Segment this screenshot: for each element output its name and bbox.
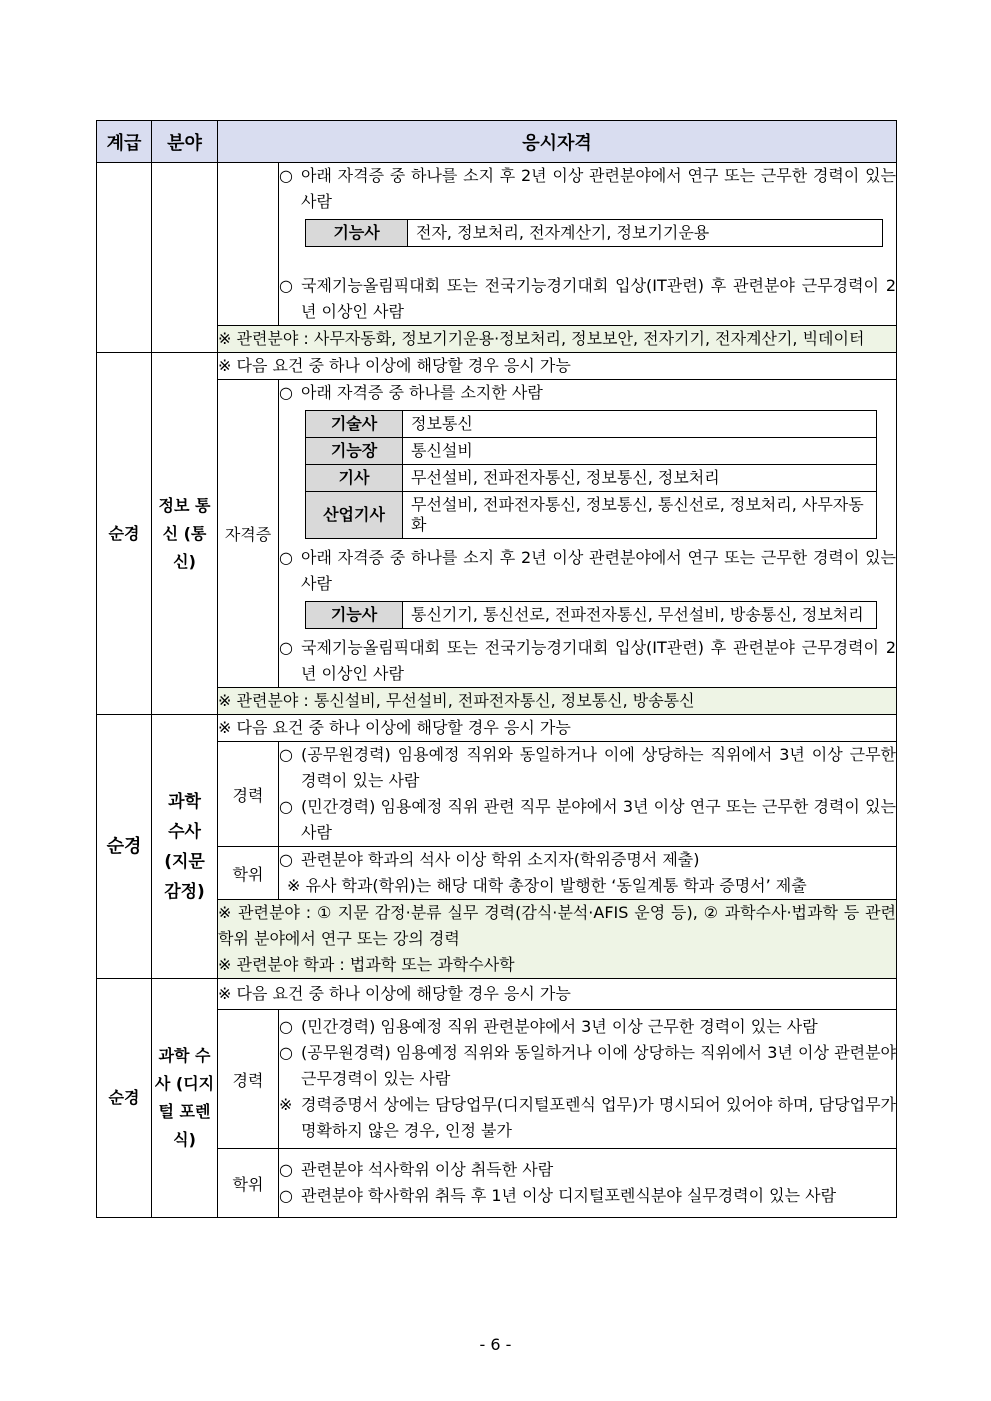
sec4-header-row: [97, 979, 897, 1010]
list-item: ※ 유사 학과(학위)는 해당 대학 총장이 발행한 ‘동일계통 학과 증명서’ 제출: [287, 876, 807, 895]
bullet-icon: ○: [279, 1017, 293, 1036]
sec3-career: [279, 742, 897, 847]
sec4-rank: 순경: [97, 979, 152, 1218]
header-qualification: 응시자격: [218, 121, 897, 163]
sec4-sub1: 경력: [218, 1010, 279, 1149]
table-row: 산업기사 무선설비, 전파전자통신, 정보통신, 통신선로, 정보처리, 사무자동화: [306, 492, 877, 539]
list-item: ○ (공무원경력) 임용예정 직위와 동일하거나 이에 상당하는 직위에서 3년 이상 관련분야 근무경력이 있는 사람: [279, 1040, 896, 1092]
sec2-content: [279, 380, 897, 688]
sec3-sub2: 학위: [218, 847, 279, 900]
sec2-header-row: [97, 353, 897, 380]
sec1-note: ※ 관련분야 : 사무자동화, 정보기기운용·정보처리, 정보보안, 전자기기, 전자계산기, 빅데이터: [218, 326, 897, 353]
sec1-content: [279, 163, 897, 326]
bullet-icon: ○: [279, 548, 293, 567]
sec1-field: [152, 163, 218, 353]
list-item: ○ 아래 자격증 중 하나를 소지한 사람: [279, 380, 896, 406]
table-row: 기사 무선설비, 전파전자통신, 정보통신, 정보처리: [306, 465, 877, 492]
list-item: ○ 관련분야 학사학위 취득 후 1년 이상 디지털포렌식분야 실무경력이 있는 사람: [279, 1183, 896, 1209]
sec3-degree: [279, 847, 897, 900]
table-row: 기능사 전자, 정보처리, 전자계산기, 정보기기운용: [306, 220, 883, 247]
sec3-sub1: 경력: [218, 742, 279, 847]
sec3-rank: 순경: [97, 715, 152, 979]
bullet-icon: ○: [279, 850, 293, 869]
bullet-icon: ○: [279, 745, 293, 764]
list-item: ○ 국제기능올림픽대회 또는 전국기능경기대회 입상(IT관련) 후 관련분야 근무경력이 2년 이상인 사람: [279, 273, 896, 325]
sec2-rank: 순경: [97, 353, 152, 715]
sec1-row: [97, 163, 897, 326]
table-header-row: [97, 121, 897, 163]
sec3-header-note: ※ 다음 요건 중 하나 이상에 해당할 경우 응시 가능: [218, 715, 897, 742]
bullet-icon: ○: [279, 1160, 293, 1179]
bullet-icon: ○: [279, 638, 293, 657]
bullet-icon: ○: [279, 276, 293, 295]
note-mark-icon: ※: [279, 1095, 293, 1114]
bullet-icon: ○: [279, 383, 293, 402]
list-item: ○ (공무원경력) 임용예정 직위와 동일하거나 이에 상당하는 직위에서 3년 이상 근무한 경력이 있는 사람: [279, 742, 896, 794]
list-item: ○ 아래 자격증 중 하나를 소지 후 2년 이상 관련분야에서 연구 또는 근무한 경력이 있는 사람: [279, 545, 896, 597]
list-item: ○ (민간경력) 임용예정 직위 관련분야에서 3년 이상 근무한 경력이 있는 사람: [279, 1014, 896, 1040]
list-item: ○ 아래 자격증 중 하나를 소지 후 2년 이상 관련분야에서 연구 또는 근무한 경력이 있는 사람: [279, 163, 896, 215]
sec2-sub: 자격증: [218, 380, 279, 688]
sec3-field: 과학 수사 (지문 감정): [152, 715, 218, 979]
sec4-sub2: 학위: [218, 1149, 279, 1218]
header-rank: 계급: [97, 121, 152, 163]
sec1-rank: [97, 163, 152, 353]
sec1-sub: [218, 163, 279, 326]
cert-table: [305, 410, 877, 539]
sec4-degree: [279, 1149, 897, 1218]
list-item: ○ (민간경력) 임용예정 직위 관련 직무 분야에서 3년 이상 연구 또는 근무한 경력이 있는 사람: [279, 794, 896, 846]
table-row: 기능장 통신설비: [306, 438, 877, 465]
sec2-field: 정보 통신 (통신): [152, 353, 218, 715]
cert-table: [305, 219, 883, 247]
list-item: ○ 관련분야 학과의 석사 이상 학위 소지자(학위증명서 제출): [279, 847, 896, 873]
bullet-icon: ○: [279, 166, 293, 185]
page-number: - 6 -: [479, 1335, 512, 1354]
cert-table: [305, 601, 877, 629]
table-row: 기술사 정보통신: [306, 411, 877, 438]
list-item: ○ 관련분야 석사학위 이상 취득한 사람: [279, 1157, 896, 1183]
list-item: ※ 경력증명서 상에는 담당업무(디지털포렌식 업무)가 명시되어 있어야 하며, 담당업무가 명확하지 않은 경우, 인정 불가: [279, 1092, 896, 1144]
sec3-header-row: [97, 715, 897, 742]
table-row: 기능사 통신기기, 통신선로, 전파전자통신, 무선설비, 방송통신, 정보처리: [306, 602, 877, 629]
sec2-note: ※ 관련분야 : 통신설비, 무선설비, 전파전자통신, 정보통신, 방송통신: [218, 688, 897, 715]
qualification-table: [96, 120, 897, 1218]
bullet-icon: ○: [279, 797, 293, 816]
bullet-icon: ○: [279, 1043, 293, 1062]
sec3-note: ※ 관련분야 : ① 지문 감정·분류 실무 경력(감식·분석·AFIS 운영 등), ② 과학수사·법과학 등 관련 학위 분야에서 연구 또는 강의 경력 ※ 관련분야 학과 : 법과학 또는 과학수사학: [218, 900, 897, 979]
bullet-icon: ○: [279, 1186, 293, 1205]
header-field: 분야: [152, 121, 218, 163]
sec2-header-note: ※ 다음 요건 중 하나 이상에 해당할 경우 응시 가능: [218, 353, 897, 380]
sec4-field: 과학 수사 (디지털 포렌식): [152, 979, 218, 1218]
sec4-header-note: ※ 다음 요건 중 하나 이상에 해당할 경우 응시 가능: [218, 979, 897, 1010]
list-item: ○ 국제기능올림픽대회 또는 전국기능경기대회 입상(IT관련) 후 관련분야 근무경력이 2년 이상인 사람: [279, 635, 896, 687]
sec4-career: [279, 1010, 897, 1149]
